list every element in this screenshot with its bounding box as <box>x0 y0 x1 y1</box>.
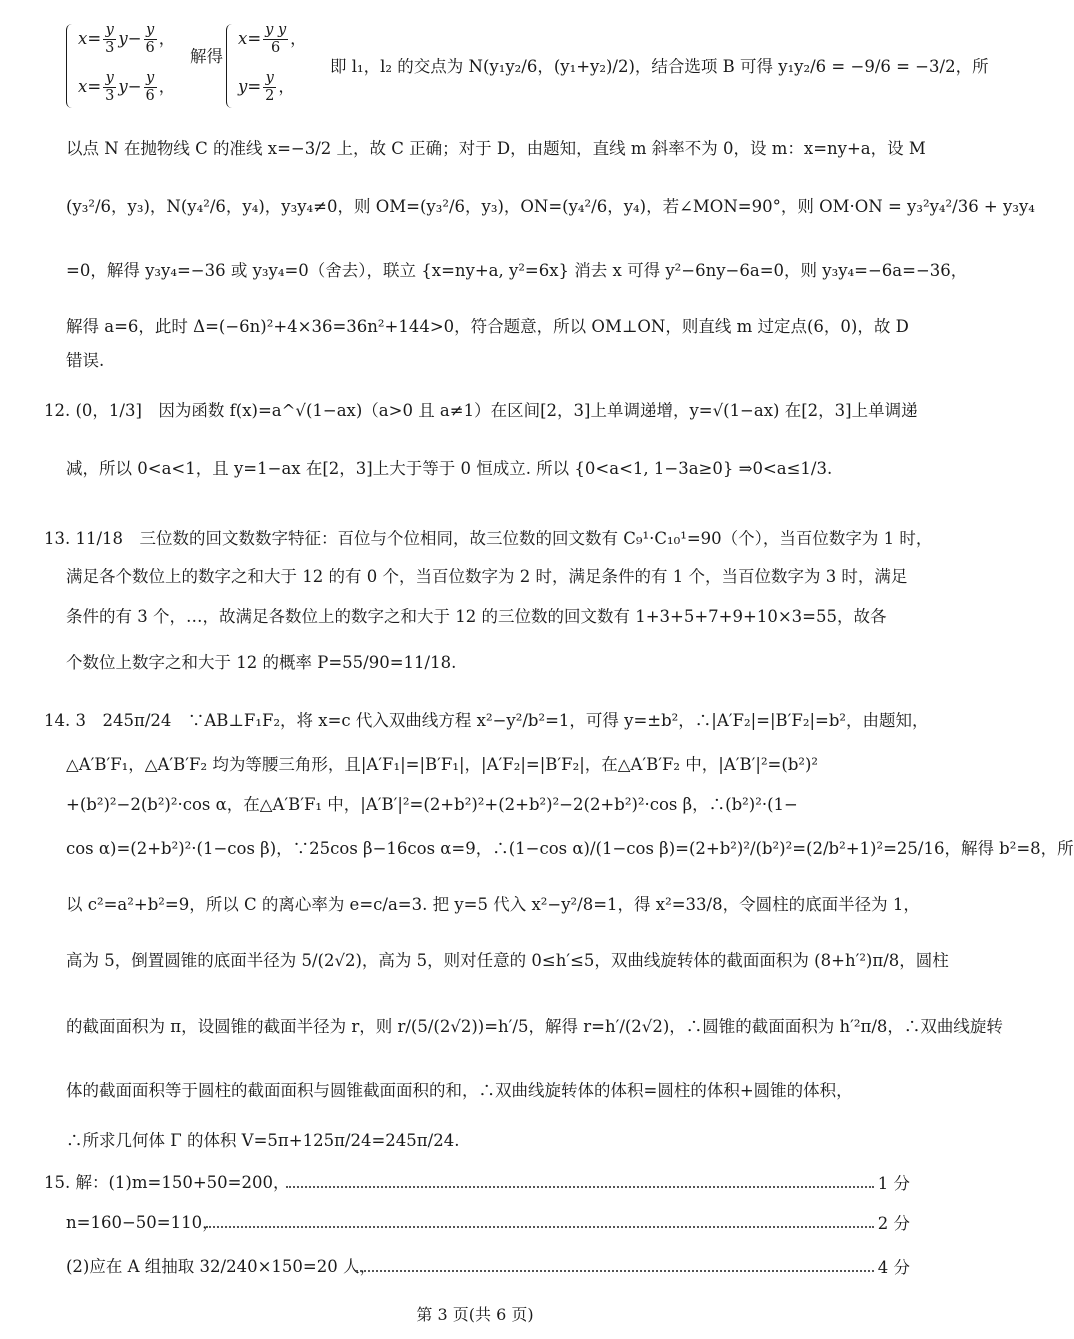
answer-14-line-3: +(b²)²−2(b²)²·cos α，在△A′B′F₁ 中，|A′B′|²=(2+b²)²+(2+b²)²−2(2+b²)²·cos β，∴(b²)²·(1− <box>66 795 798 814</box>
answer-14-line-2: △A′B′F₁，△A′B′F₂ 均为等腰三角形，且|A′F₁|=|B′F₁|，|A′F₂|=|B′F₂|，在△A′B′F₂ 中，|A′B′|²=(b²)² <box>66 755 819 774</box>
answer-13-line-1: 13. 11/18 三位数的回文数数字特征：百位与个位相同，故三位数的回文数有 C₉¹·C₁₀¹=90（个），当百位数字为 1 时， <box>44 529 933 548</box>
answer-12-line-1: 12. (0，1/3] 因为函数 f(x)=a^√(1−ax)（a>0 且 a≠1）在区间[2，3]上单调递增，y=√(1−ax) 在[2，3]上单调递 <box>44 401 918 420</box>
leader-dots <box>206 1226 874 1228</box>
answer-14-line-8: 体的截面面积等于圆柱的截面面积与圆锥截面面积的和，∴双曲线旋转体的体积=圆柱的体积+圆锥的体积， <box>66 1081 853 1100</box>
leader-dots <box>356 1270 874 1272</box>
text-line: (y₃²/6，y₃)，N(y₄²/6，y₄)，y₃y₄≠0，则 OM=(y₃²/6，y₃)，ON=(y₄²/6，y₄)，若∠MON=90°，则 OM·ON = y₃²y₄²/36 + y₃y₄ <box>66 197 1035 216</box>
equation-system-2: x= $\frac{\text{y y}}{6}$ ， y= $\frac{y}{2}$ ， <box>226 22 326 110</box>
answer-14-line-5: 以 c²=a²+b²=9，所以 C 的离心率为 e=c/a=3. 把 y=5 代入 x²−y²/8=1，得 x²=33/8，令圆柱的底面半径为 1， <box>66 895 920 914</box>
text-line: 错误. <box>66 351 105 370</box>
text-line: =0，解得 y₃y₄=−36 或 y₃y₄=0（舍去），联立 {x=ny+a, y²=6x} 消去 x 可得 y²−6ny−6a=0，则 y₃y₄=−6a=−36， <box>66 261 968 280</box>
equation-system-1: x= $\frac{y}{3}$ y− $\frac{y}{6}$ ， x= $\frac{y}{3}$ y− $\frac{y}{6}$ ， <box>66 22 191 110</box>
answer-15-line-2: n=160−50=110， <box>66 1213 219 1232</box>
answer-15-line-1: 15. 解：(1)m=150+50=200， <box>44 1173 290 1192</box>
leader-dots <box>286 1186 874 1188</box>
text-line: 即 l₁，l₂ 的交点为 N(y₁y₂/6，(y₁+y₂)/2)，结合选项 B 可得 y₁y₂/6 = −9/6 = −3/2，所 <box>330 57 989 76</box>
answer-14-line-4: cos α)=(2+b²)²·(1−cos β)，∵25cos β−16cos α=9，∴(1−cos α)/(1−cos β)=(2+b²)²/(b²)²=(2/b²+1)²=25/16，解得 b²=8，所 <box>66 839 1074 858</box>
answer-14-line-9: ∴所求几何体 Γ 的体积 V=5π+125π/24=245π/24. <box>66 1131 460 1150</box>
score-mark: 1 分 <box>877 1174 910 1193</box>
answer-14-line-6: 高为 5，倒置圆锥的底面半径为 5/(2√2)，高为 5，则对任意的 0≤h′≤5，双曲线旋转体的截面面积为 (8+h′²)π/8，圆柱 <box>66 951 949 970</box>
answer-12-line-2: 减，所以 0<a<1，且 y=1−ax 在[2，3]上大于等于 0 恒成立. 所以 {0<a<1, 1−3a≥0} ⇒0<a≤1/3. <box>66 459 833 478</box>
text-line: 解得 a=6，此时 Δ=(−6n)²+4×36=36n²+144>0，符合题意，所以 OM⊥ON，则直线 m 过定点(6，0)，故 D <box>66 317 909 336</box>
answer-15-line-3: (2)应在 A 组抽取 32/240×150=20 人， <box>66 1257 376 1276</box>
answer-14-line-1: 14. 3 245π/24 ∵AB⊥F₁F₂，将 x=c 代入双曲线方程 x²−y²/b²=1，可得 y=±b²，∴|A′F₂|=|B′F₂|=b²，由题知， <box>44 711 929 730</box>
answer-13-line-2: 满足各个数位上的数字之和大于 12 的有 0 个，当百位数字为 2 时，满足条件的有 1 个，当百位数字为 3 时，满足 <box>66 567 908 586</box>
score-mark: 4 分 <box>877 1258 910 1277</box>
score-mark: 2 分 <box>877 1214 910 1233</box>
answer-13-line-3: 条件的有 3 个，…，故满足各数位上的数字之和大于 12 的三位数的回文数有 1+3+5+7+9+10×3=55，故各 <box>66 607 887 626</box>
answer-14-line-7: 的截面面积为 π，设圆锥的截面半径为 r，则 r/(5/(2√2))=h′/5，解得 r=h′/(2√2)，∴圆锥的截面面积为 h′²π/8，∴双曲线旋转 <box>66 1017 1003 1036</box>
page-footer: 第 3 页(共 6 页) <box>416 1305 534 1324</box>
answer-13-line-4: 个数位上数字之和大于 12 的概率 P=55/90=11/18. <box>66 653 457 672</box>
text-line: 以点 N 在抛物线 C 的准线 x=−3/2 上，故 C 正确；对于 D，由题知，直线 m 斜率不为 0，设 m：x=ny+a，设 M <box>66 139 926 158</box>
